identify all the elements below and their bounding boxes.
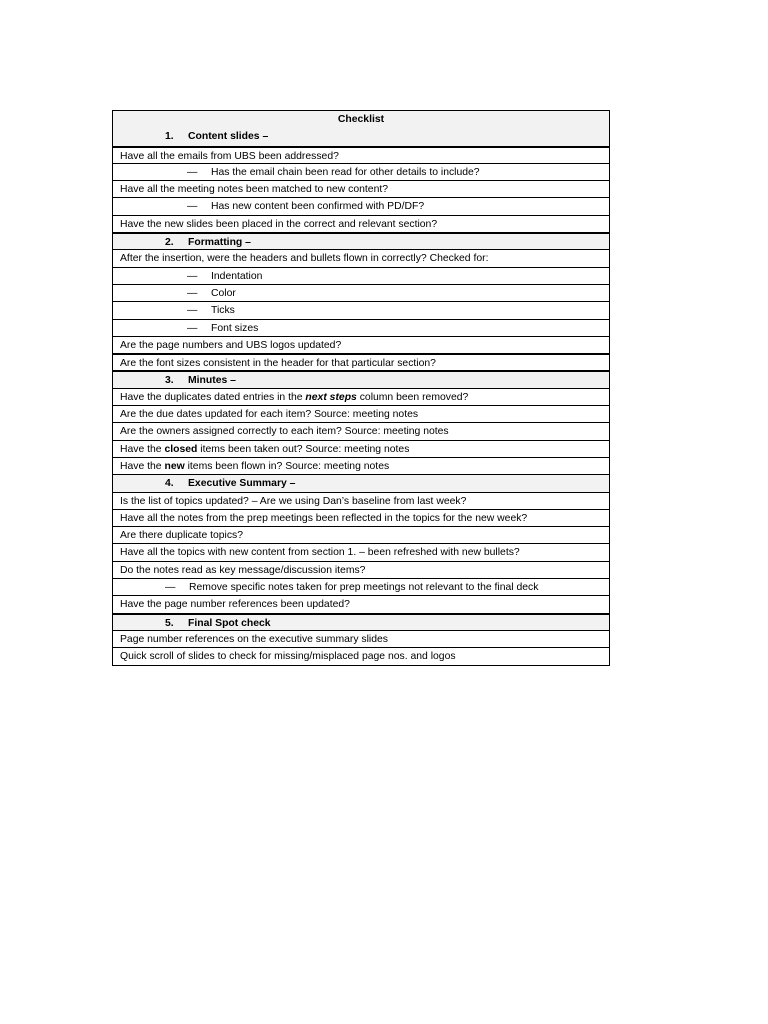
dash-bullet: — <box>187 305 198 317</box>
subitem-text: Color <box>211 287 236 299</box>
checklist-item <box>113 405 609 422</box>
item-text: Have the duplicates dated entries in the <box>120 391 306 403</box>
section-title: Executive Summary – <box>188 478 296 490</box>
subitem-text: Font sizes <box>211 322 259 334</box>
dash-bullet: — <box>187 322 198 334</box>
item-text: Have the page number references been updated? <box>120 599 350 611</box>
checklist-item <box>113 353 609 370</box>
checklist-title: Checklist <box>113 111 609 128</box>
checklist-item <box>113 422 609 439</box>
item-text: Are the due dates updated for each item? Source: meeting notes <box>120 409 419 421</box>
item-text: Are the font sizes consistent in the header for that particular section? <box>120 358 436 370</box>
section-title: Minutes – <box>188 375 236 387</box>
section-number: 3. <box>165 375 174 387</box>
section-heading <box>113 474 609 491</box>
item-text: Have the <box>120 443 165 455</box>
checklist-subitem <box>113 197 609 214</box>
checklist-table <box>112 110 610 666</box>
section-number: 1. <box>165 131 174 143</box>
emphasis-text: next steps <box>305 391 357 403</box>
section-number: 4. <box>165 478 174 490</box>
item-text: Are the page numbers and UBS logos updated? <box>120 339 342 351</box>
checklist-item <box>113 215 609 232</box>
section-heading <box>113 370 609 387</box>
checklist-item <box>113 647 609 664</box>
checklist-item <box>113 543 609 560</box>
section-heading <box>113 232 609 249</box>
checklist-subitem <box>113 578 609 595</box>
item-text: After the insertion, were the headers and bullets flown in correctly? Checked for: <box>120 253 489 265</box>
checklist-subitem <box>113 319 609 336</box>
subitem-text: Indentation <box>211 270 263 282</box>
checklist-item <box>113 526 609 543</box>
checklist-rows <box>113 128 609 664</box>
section-title: Final Spot check <box>188 617 271 629</box>
item-text: Have the new slides been placed in the correct and relevant section? <box>120 218 438 230</box>
checklist-item <box>113 249 609 266</box>
item-text: Page number references on the executive summary slides <box>120 633 388 645</box>
item-text: column been removed? <box>356 391 469 403</box>
section-title: Formatting – <box>188 237 251 249</box>
dash-bullet: — <box>165 582 176 594</box>
emphasis-text: closed <box>164 443 198 455</box>
section-number: 2. <box>165 237 174 249</box>
item-text: items been flown in? Source: meeting notes <box>184 460 390 472</box>
checklist-item <box>113 146 609 163</box>
checklist-subitem <box>113 284 609 301</box>
subitem-text: Remove specific notes taken for prep meetings not relevant to the final deck <box>189 582 539 594</box>
emphasis-text: new <box>164 460 185 472</box>
dash-bullet: — <box>187 166 198 178</box>
checklist-subitem <box>113 267 609 284</box>
checklist-item <box>113 630 609 647</box>
item-text: Quick scroll of slides to check for missing/misplaced page nos. and logos <box>120 651 456 663</box>
item-text: Are the owners assigned correctly to each item? Source: meeting notes <box>120 426 449 438</box>
item-text: Have all the meeting notes been matched to new content? <box>120 184 389 196</box>
item-text: Have all the emails from UBS been addressed? <box>120 150 339 162</box>
item-text: Is the list of topics updated? – Are we using Dan’s baseline from last week? <box>120 495 467 507</box>
checklist-item <box>113 509 609 526</box>
dash-bullet: — <box>187 201 198 213</box>
checklist-item <box>113 492 609 509</box>
section-title: Content slides – <box>188 131 269 143</box>
dash-bullet: — <box>187 287 198 299</box>
checklist-item <box>113 457 609 474</box>
item-text: Have all the topics with new content from section 1. – been refreshed with new bullets? <box>120 547 520 559</box>
section-number: 5. <box>165 617 174 629</box>
dash-bullet: — <box>187 270 198 282</box>
checklist-subitem <box>113 163 609 180</box>
subitem-text: Has new content been confirmed with PD/DF? <box>211 201 425 213</box>
section-heading <box>113 613 609 630</box>
item-text: Have all the notes from the prep meetings been reflected in the topics for the new week? <box>120 512 528 524</box>
item-text: Are there duplicate topics? <box>120 530 244 542</box>
item-text: items been taken out? Source: meeting notes <box>197 443 410 455</box>
checklist-item <box>113 561 609 578</box>
item-text: Have the <box>120 460 165 472</box>
subitem-text: Ticks <box>211 305 235 317</box>
checklist-subitem <box>113 301 609 318</box>
checklist-item <box>113 388 609 405</box>
checklist-item <box>113 180 609 197</box>
checklist-item <box>113 440 609 457</box>
item-text: Do the notes read as key message/discussion items? <box>120 564 366 576</box>
subitem-text: Has the email chain been read for other details to include? <box>211 166 480 178</box>
section-heading <box>113 128 609 145</box>
checklist-item <box>113 595 609 612</box>
checklist-item <box>113 336 609 353</box>
